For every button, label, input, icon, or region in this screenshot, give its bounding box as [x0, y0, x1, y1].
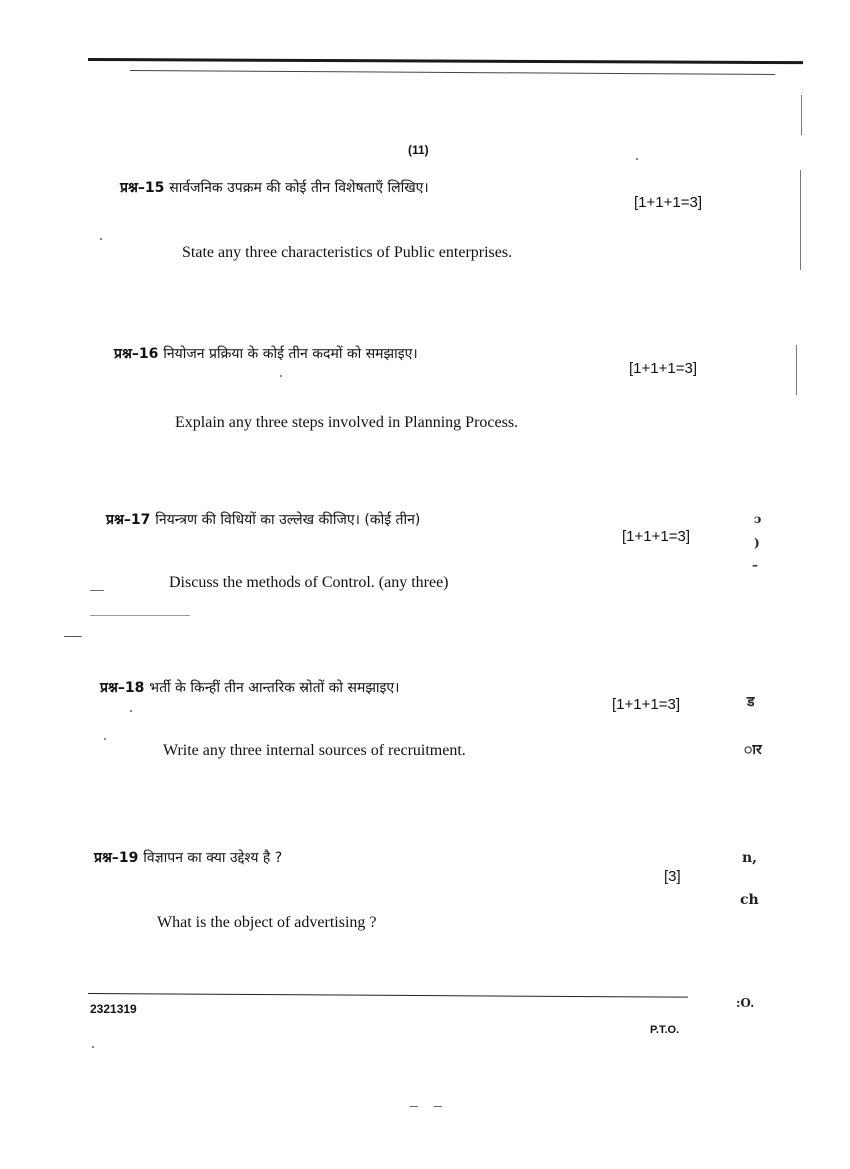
question-15-hindi: [120, 178, 429, 197]
page-number: (11): [408, 143, 429, 157]
scan-speck: [90, 590, 104, 591]
scan-speck: [104, 738, 106, 740]
edge-mark: ): [754, 536, 760, 550]
scan-speck: [434, 1106, 442, 1107]
scan-artifact: [801, 95, 802, 135]
question-15-english: State any three characteristics of Public enterprises.: [182, 244, 513, 261]
scan-speck: [64, 636, 82, 637]
question-15-marks: [1+1+1=3]: [634, 194, 702, 211]
question-19-marks: [3]: [664, 868, 681, 885]
scan-speck: [100, 238, 102, 240]
question-18-marks: [1+1+1=3]: [612, 696, 680, 713]
edge-mark: :O.: [736, 996, 755, 1010]
edge-mark: ch: [740, 892, 759, 908]
question-18-hindi: [100, 678, 399, 697]
edge-mark: ार: [744, 742, 762, 758]
pto-mark: P.T.O.: [650, 1024, 680, 1036]
question-text-hindi: नियोजन प्रक्रिया के कोई तीन कदमों को समझाइए।: [163, 346, 418, 362]
scan-speck: [636, 158, 638, 160]
question-label: प्रश्न–16: [114, 346, 159, 362]
scan-speck: [280, 375, 282, 377]
edge-mark: ड: [747, 694, 755, 710]
scan-artifact: [800, 170, 801, 270]
scan-speck: [90, 615, 190, 616]
scan-artifact: [796, 345, 797, 395]
question-16-english: Explain any three steps involved in Planning Process.: [175, 414, 519, 431]
question-17-marks: [1+1+1=3]: [622, 528, 690, 545]
question-18-english: Write any three internal sources of recruitment.: [163, 742, 466, 759]
question-17-english: Discuss the methods of Control. (any three): [169, 574, 449, 591]
question-text-hindi: भर्ती के किन्हीं तीन आन्तरिक स्रोतों को समझाइए।: [149, 680, 400, 696]
scan-speck: [130, 710, 132, 712]
question-label: प्रश्न–18: [100, 680, 145, 696]
edge-mark: n,: [742, 850, 758, 866]
question-label: प्रश्न–15: [120, 180, 165, 196]
scan-speck: [92, 1046, 94, 1048]
question-16-marks: [1+1+1=3]: [629, 360, 697, 377]
question-text-hindi: विज्ञापन का क्या उद्देश्य है ?: [143, 850, 283, 866]
question-label: प्रश्न–19: [94, 850, 139, 866]
question-16-hindi: [114, 344, 418, 363]
question-19-hindi: [94, 848, 282, 867]
scan-speck: [410, 1106, 418, 1107]
question-19-english: What is the object of advertising ?: [157, 914, 377, 931]
question-17-hindi: [106, 510, 420, 529]
bottom-rule: [88, 993, 688, 998]
edge-mark: –: [752, 558, 758, 572]
top-rule: [88, 58, 803, 64]
top-rule-thin: [130, 70, 775, 75]
paper-code: 2321319: [90, 1002, 137, 1016]
question-text-hindi: सार्वजनिक उपक्रम की कोई तीन विशेषताएँ लिखिए।: [169, 180, 429, 196]
question-label: प्रश्न–17: [106, 512, 151, 528]
question-text-hindi: नियन्त्रण की विधियों का उल्लेख कीजिए। (कोई तीन): [155, 512, 421, 528]
edge-mark: ɔ: [754, 512, 762, 526]
